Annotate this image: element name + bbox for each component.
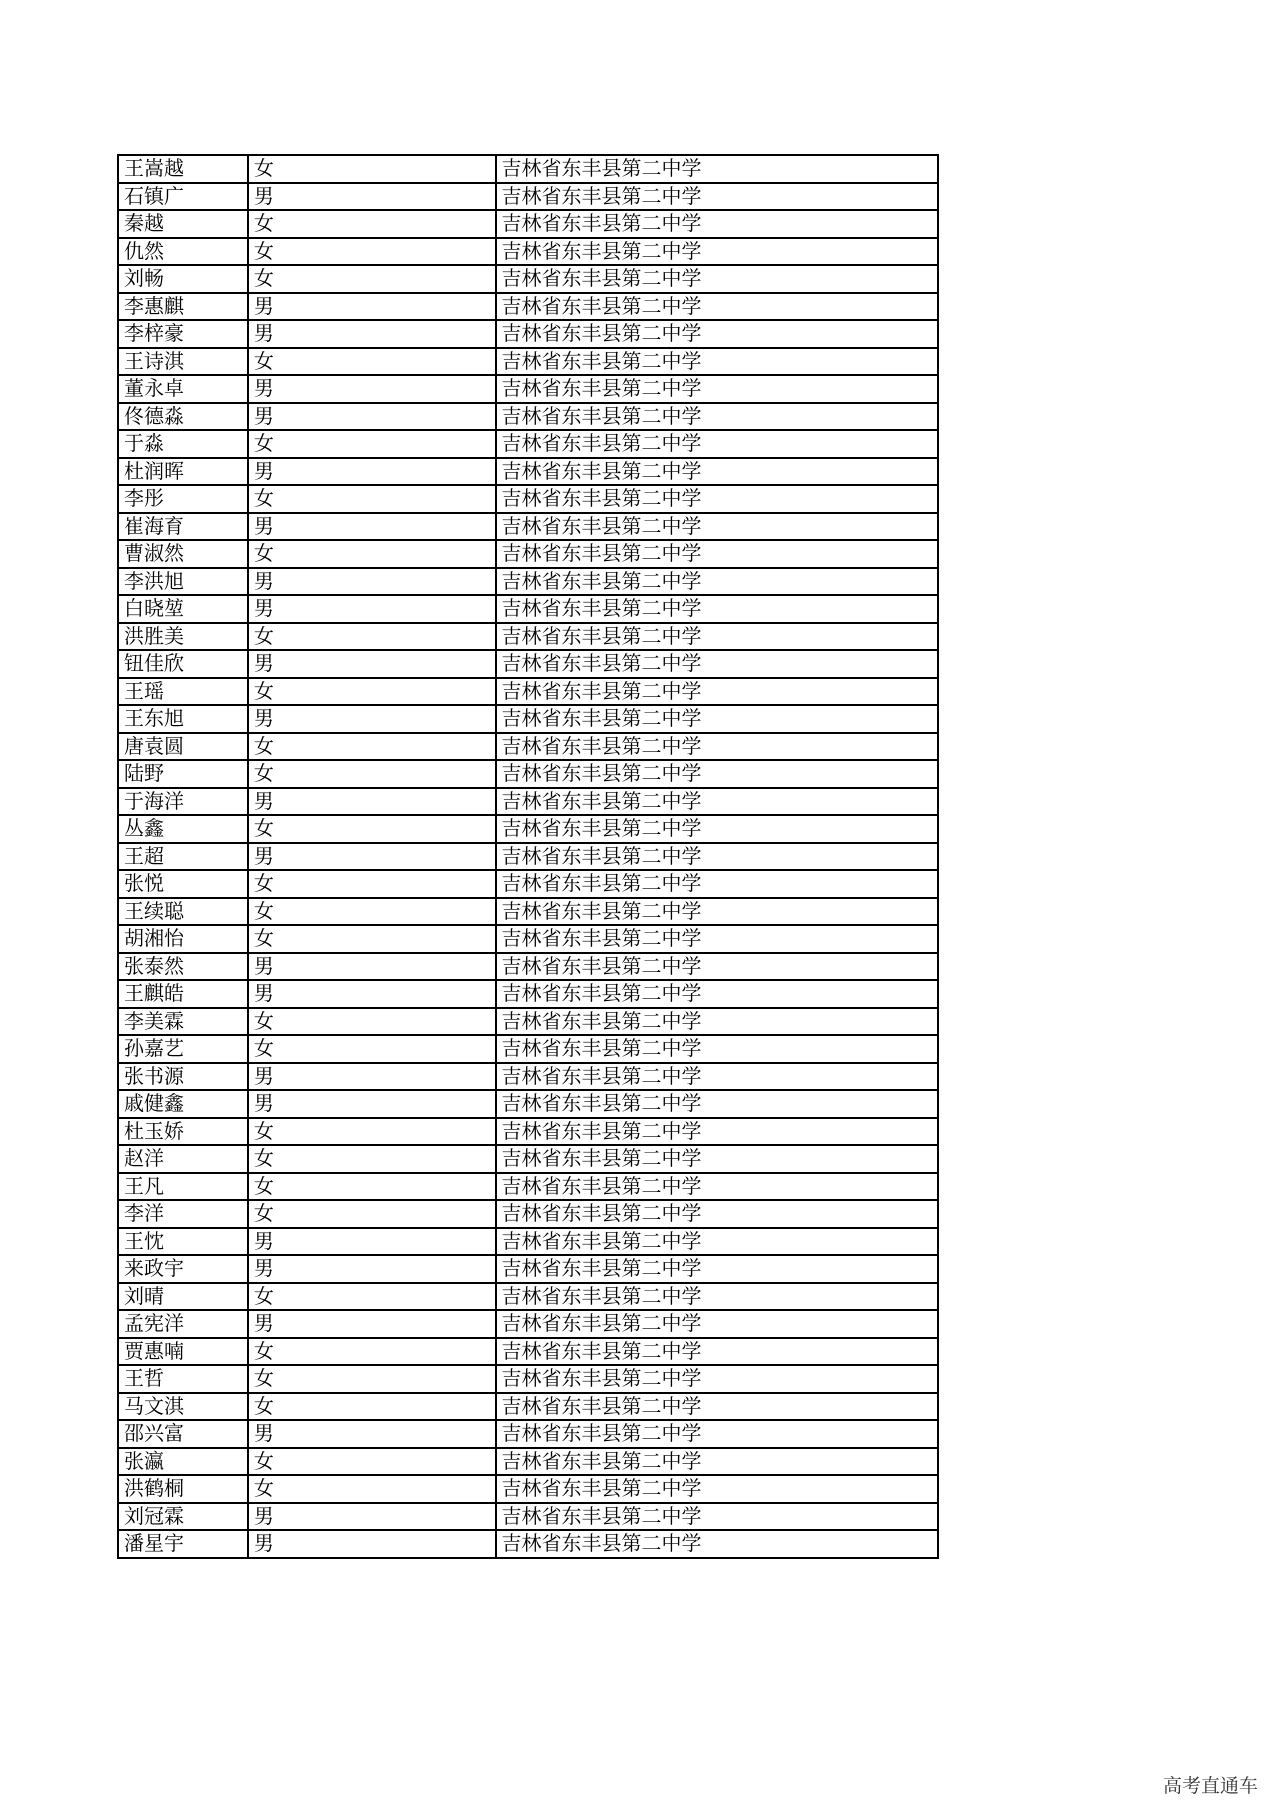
gender-cell: 男 [248, 1420, 496, 1448]
student-name-cell: 石镇广 [118, 183, 248, 211]
school-cell: 吉林省东丰县第二中学 [496, 1145, 939, 1173]
school-cell: 吉林省东丰县第二中学 [496, 815, 939, 843]
student-name-cell: 杜玉娇 [118, 1118, 248, 1146]
gender-cell: 男 [248, 650, 496, 678]
table-row [118, 1090, 938, 1118]
school-cell: 吉林省东丰县第二中学 [496, 760, 939, 788]
gender-cell: 女 [248, 210, 496, 238]
table-row [118, 1118, 938, 1146]
gender-cell: 男 [248, 705, 496, 733]
table-row [118, 1145, 938, 1173]
table-row [118, 870, 938, 898]
table-row [118, 265, 938, 293]
school-cell: 吉林省东丰县第二中学 [496, 210, 939, 238]
school-cell: 吉林省东丰县第二中学 [496, 430, 939, 458]
student-name-cell: 王麒皓 [118, 980, 248, 1008]
gender-cell: 女 [248, 1283, 496, 1311]
student-name-cell: 孟宪洋 [118, 1310, 248, 1338]
gender-cell: 男 [248, 595, 496, 623]
school-cell: 吉林省东丰县第二中学 [496, 183, 939, 211]
gender-cell: 女 [248, 815, 496, 843]
gender-cell: 女 [248, 1035, 496, 1063]
school-cell: 吉林省东丰县第二中学 [496, 320, 939, 348]
gender-cell: 男 [248, 1530, 496, 1558]
student-name-cell: 王续聪 [118, 898, 248, 926]
table-row [118, 1530, 938, 1558]
table-row [118, 678, 938, 706]
school-cell: 吉林省东丰县第二中学 [496, 733, 939, 761]
school-cell: 吉林省东丰县第二中学 [496, 678, 939, 706]
gender-cell: 男 [248, 1090, 496, 1118]
student-name-cell: 李美霖 [118, 1008, 248, 1036]
table-row [118, 1173, 938, 1201]
gender-cell: 女 [248, 540, 496, 568]
student-name-cell: 赵洋 [118, 1145, 248, 1173]
table-row [118, 485, 938, 513]
school-cell: 吉林省东丰县第二中学 [496, 293, 939, 321]
student-name-cell: 洪胜美 [118, 623, 248, 651]
table-row [118, 183, 938, 211]
gender-cell: 女 [248, 733, 496, 761]
table-row [118, 238, 938, 266]
student-name-cell: 秦越 [118, 210, 248, 238]
school-cell: 吉林省东丰县第二中学 [496, 1393, 939, 1421]
roster-body [118, 155, 938, 1558]
table-row [118, 760, 938, 788]
student-name-cell: 陆野 [118, 760, 248, 788]
gender-cell: 女 [248, 348, 496, 376]
gender-cell: 男 [248, 458, 496, 486]
gender-cell: 女 [248, 265, 496, 293]
gender-cell: 女 [248, 925, 496, 953]
table-row [118, 1475, 938, 1503]
gender-cell: 女 [248, 1118, 496, 1146]
table-row [118, 595, 938, 623]
school-cell: 吉林省东丰县第二中学 [496, 568, 939, 596]
student-name-cell: 马文淇 [118, 1393, 248, 1421]
gender-cell: 男 [248, 183, 496, 211]
table-row [118, 293, 938, 321]
gender-cell: 男 [248, 788, 496, 816]
student-name-cell: 于淼 [118, 430, 248, 458]
student-name-cell: 王凡 [118, 1173, 248, 1201]
gender-cell: 男 [248, 1255, 496, 1283]
table-row [118, 815, 938, 843]
table-row [118, 1228, 938, 1256]
table-row [118, 155, 938, 183]
student-name-cell: 邵兴富 [118, 1420, 248, 1448]
gender-cell: 男 [248, 568, 496, 596]
school-cell: 吉林省东丰县第二中学 [496, 623, 939, 651]
school-cell: 吉林省东丰县第二中学 [496, 1365, 939, 1393]
school-cell: 吉林省东丰县第二中学 [496, 513, 939, 541]
student-name-cell: 王超 [118, 843, 248, 871]
student-name-cell: 刘畅 [118, 265, 248, 293]
table-row [118, 320, 938, 348]
student-name-cell: 李惠麒 [118, 293, 248, 321]
school-cell: 吉林省东丰县第二中学 [496, 485, 939, 513]
school-cell: 吉林省东丰县第二中学 [496, 348, 939, 376]
table-row [118, 430, 938, 458]
school-cell: 吉林省东丰县第二中学 [496, 1530, 939, 1558]
school-cell: 吉林省东丰县第二中学 [496, 1255, 939, 1283]
student-name-cell: 王嵩越 [118, 155, 248, 183]
school-cell: 吉林省东丰县第二中学 [496, 458, 939, 486]
gender-cell: 女 [248, 623, 496, 651]
school-cell: 吉林省东丰县第二中学 [496, 1228, 939, 1256]
gender-cell: 女 [248, 1448, 496, 1476]
school-cell: 吉林省东丰县第二中学 [496, 953, 939, 981]
table-row [118, 953, 938, 981]
school-cell: 吉林省东丰县第二中学 [496, 403, 939, 431]
school-cell: 吉林省东丰县第二中学 [496, 1118, 939, 1146]
school-cell: 吉林省东丰县第二中学 [496, 1283, 939, 1311]
table-row [118, 788, 938, 816]
student-name-cell: 王哲 [118, 1365, 248, 1393]
table-row [118, 540, 938, 568]
gender-cell: 男 [248, 953, 496, 981]
student-name-cell: 董永卓 [118, 375, 248, 403]
student-name-cell: 王瑶 [118, 678, 248, 706]
table-row [118, 1338, 938, 1366]
table-row [118, 705, 938, 733]
school-cell: 吉林省东丰县第二中学 [496, 1448, 939, 1476]
school-cell: 吉林省东丰县第二中学 [496, 1200, 939, 1228]
gender-cell: 男 [248, 1063, 496, 1091]
gender-cell: 男 [248, 980, 496, 1008]
school-cell: 吉林省东丰县第二中学 [496, 265, 939, 293]
gender-cell: 女 [248, 238, 496, 266]
school-cell: 吉林省东丰县第二中学 [496, 1338, 939, 1366]
school-cell: 吉林省东丰县第二中学 [496, 898, 939, 926]
table-row [118, 1393, 938, 1421]
school-cell: 吉林省东丰县第二中学 [496, 540, 939, 568]
gender-cell: 男 [248, 1310, 496, 1338]
student-name-cell: 李梓豪 [118, 320, 248, 348]
school-cell: 吉林省东丰县第二中学 [496, 843, 939, 871]
table-row [118, 568, 938, 596]
table-row [118, 1365, 938, 1393]
gender-cell: 男 [248, 293, 496, 321]
gender-cell: 女 [248, 870, 496, 898]
school-cell: 吉林省东丰县第二中学 [496, 1475, 939, 1503]
student-name-cell: 张瀛 [118, 1448, 248, 1476]
gender-cell: 女 [248, 1200, 496, 1228]
table-row [118, 1503, 938, 1531]
table-row [118, 513, 938, 541]
student-name-cell: 李洋 [118, 1200, 248, 1228]
gender-cell: 男 [248, 375, 496, 403]
student-name-cell: 王诗淇 [118, 348, 248, 376]
school-cell: 吉林省东丰县第二中学 [496, 1035, 939, 1063]
school-cell: 吉林省东丰县第二中学 [496, 238, 939, 266]
student-name-cell: 佟德淼 [118, 403, 248, 431]
student-name-cell: 张悦 [118, 870, 248, 898]
school-cell: 吉林省东丰县第二中学 [496, 155, 939, 183]
student-name-cell: 胡湘怡 [118, 925, 248, 953]
table-row [118, 925, 938, 953]
student-name-cell: 钮佳欣 [118, 650, 248, 678]
school-cell: 吉林省东丰县第二中学 [496, 595, 939, 623]
gender-cell: 女 [248, 1338, 496, 1366]
school-cell: 吉林省东丰县第二中学 [496, 1008, 939, 1036]
gender-cell: 女 [248, 898, 496, 926]
gender-cell: 女 [248, 1365, 496, 1393]
school-cell: 吉林省东丰县第二中学 [496, 650, 939, 678]
student-roster-table [117, 154, 939, 1559]
school-cell: 吉林省东丰县第二中学 [496, 1090, 939, 1118]
school-cell: 吉林省东丰县第二中学 [496, 980, 939, 1008]
gender-cell: 男 [248, 843, 496, 871]
gender-cell: 女 [248, 1475, 496, 1503]
table-row [118, 843, 938, 871]
table-row [118, 1283, 938, 1311]
gender-cell: 女 [248, 760, 496, 788]
school-cell: 吉林省东丰县第二中学 [496, 1063, 939, 1091]
student-name-cell: 洪鹤桐 [118, 1475, 248, 1503]
student-name-cell: 张书源 [118, 1063, 248, 1091]
table-row [118, 375, 938, 403]
table-row [118, 403, 938, 431]
school-cell: 吉林省东丰县第二中学 [496, 870, 939, 898]
gender-cell: 女 [248, 1145, 496, 1173]
table-row [118, 1035, 938, 1063]
student-name-cell: 杜润晖 [118, 458, 248, 486]
school-cell: 吉林省东丰县第二中学 [496, 375, 939, 403]
table-row [118, 458, 938, 486]
table-row [118, 1448, 938, 1476]
student-name-cell: 王东旭 [118, 705, 248, 733]
gender-cell: 男 [248, 1228, 496, 1256]
student-name-cell: 刘冠霖 [118, 1503, 248, 1531]
gender-cell: 男 [248, 403, 496, 431]
student-name-cell: 白晓堃 [118, 595, 248, 623]
school-cell: 吉林省东丰县第二中学 [496, 1173, 939, 1201]
table-row [118, 1200, 938, 1228]
gender-cell: 女 [248, 1173, 496, 1201]
student-name-cell: 曹淑然 [118, 540, 248, 568]
school-cell: 吉林省东丰县第二中学 [496, 1503, 939, 1531]
table-row [118, 980, 938, 1008]
student-name-cell: 丛鑫 [118, 815, 248, 843]
gender-cell: 男 [248, 320, 496, 348]
school-cell: 吉林省东丰县第二中学 [496, 925, 939, 953]
school-cell: 吉林省东丰县第二中学 [496, 1420, 939, 1448]
table-row [118, 898, 938, 926]
student-name-cell: 仇然 [118, 238, 248, 266]
table-row [118, 1008, 938, 1036]
gender-cell: 女 [248, 430, 496, 458]
table-row [118, 1310, 938, 1338]
student-name-cell: 张泰然 [118, 953, 248, 981]
student-name-cell: 来政宇 [118, 1255, 248, 1283]
student-name-cell: 潘星宇 [118, 1530, 248, 1558]
school-cell: 吉林省东丰县第二中学 [496, 705, 939, 733]
student-name-cell: 李彤 [118, 485, 248, 513]
table-row [118, 733, 938, 761]
student-name-cell: 孙嘉艺 [118, 1035, 248, 1063]
gender-cell: 男 [248, 1503, 496, 1531]
table-row [118, 650, 938, 678]
table-row [118, 348, 938, 376]
table-row [118, 1255, 938, 1283]
student-name-cell: 唐袁圆 [118, 733, 248, 761]
gender-cell: 女 [248, 1393, 496, 1421]
student-name-cell: 于海洋 [118, 788, 248, 816]
table-row [118, 1420, 938, 1448]
gender-cell: 女 [248, 485, 496, 513]
gender-cell: 女 [248, 1008, 496, 1036]
school-cell: 吉林省东丰县第二中学 [496, 1310, 939, 1338]
gender-cell: 女 [248, 155, 496, 183]
table-row [118, 1063, 938, 1091]
gender-cell: 男 [248, 513, 496, 541]
student-name-cell: 王忱 [118, 1228, 248, 1256]
table-row [118, 623, 938, 651]
school-cell: 吉林省东丰县第二中学 [496, 788, 939, 816]
table-row [118, 210, 938, 238]
watermark-text: 高考直通车 [1162, 1775, 1258, 1797]
gender-cell: 女 [248, 678, 496, 706]
student-name-cell: 崔海育 [118, 513, 248, 541]
student-name-cell: 戚健鑫 [118, 1090, 248, 1118]
student-name-cell: 贾惠喃 [118, 1338, 248, 1366]
student-name-cell: 李洪旭 [118, 568, 248, 596]
student-name-cell: 刘晴 [118, 1283, 248, 1311]
